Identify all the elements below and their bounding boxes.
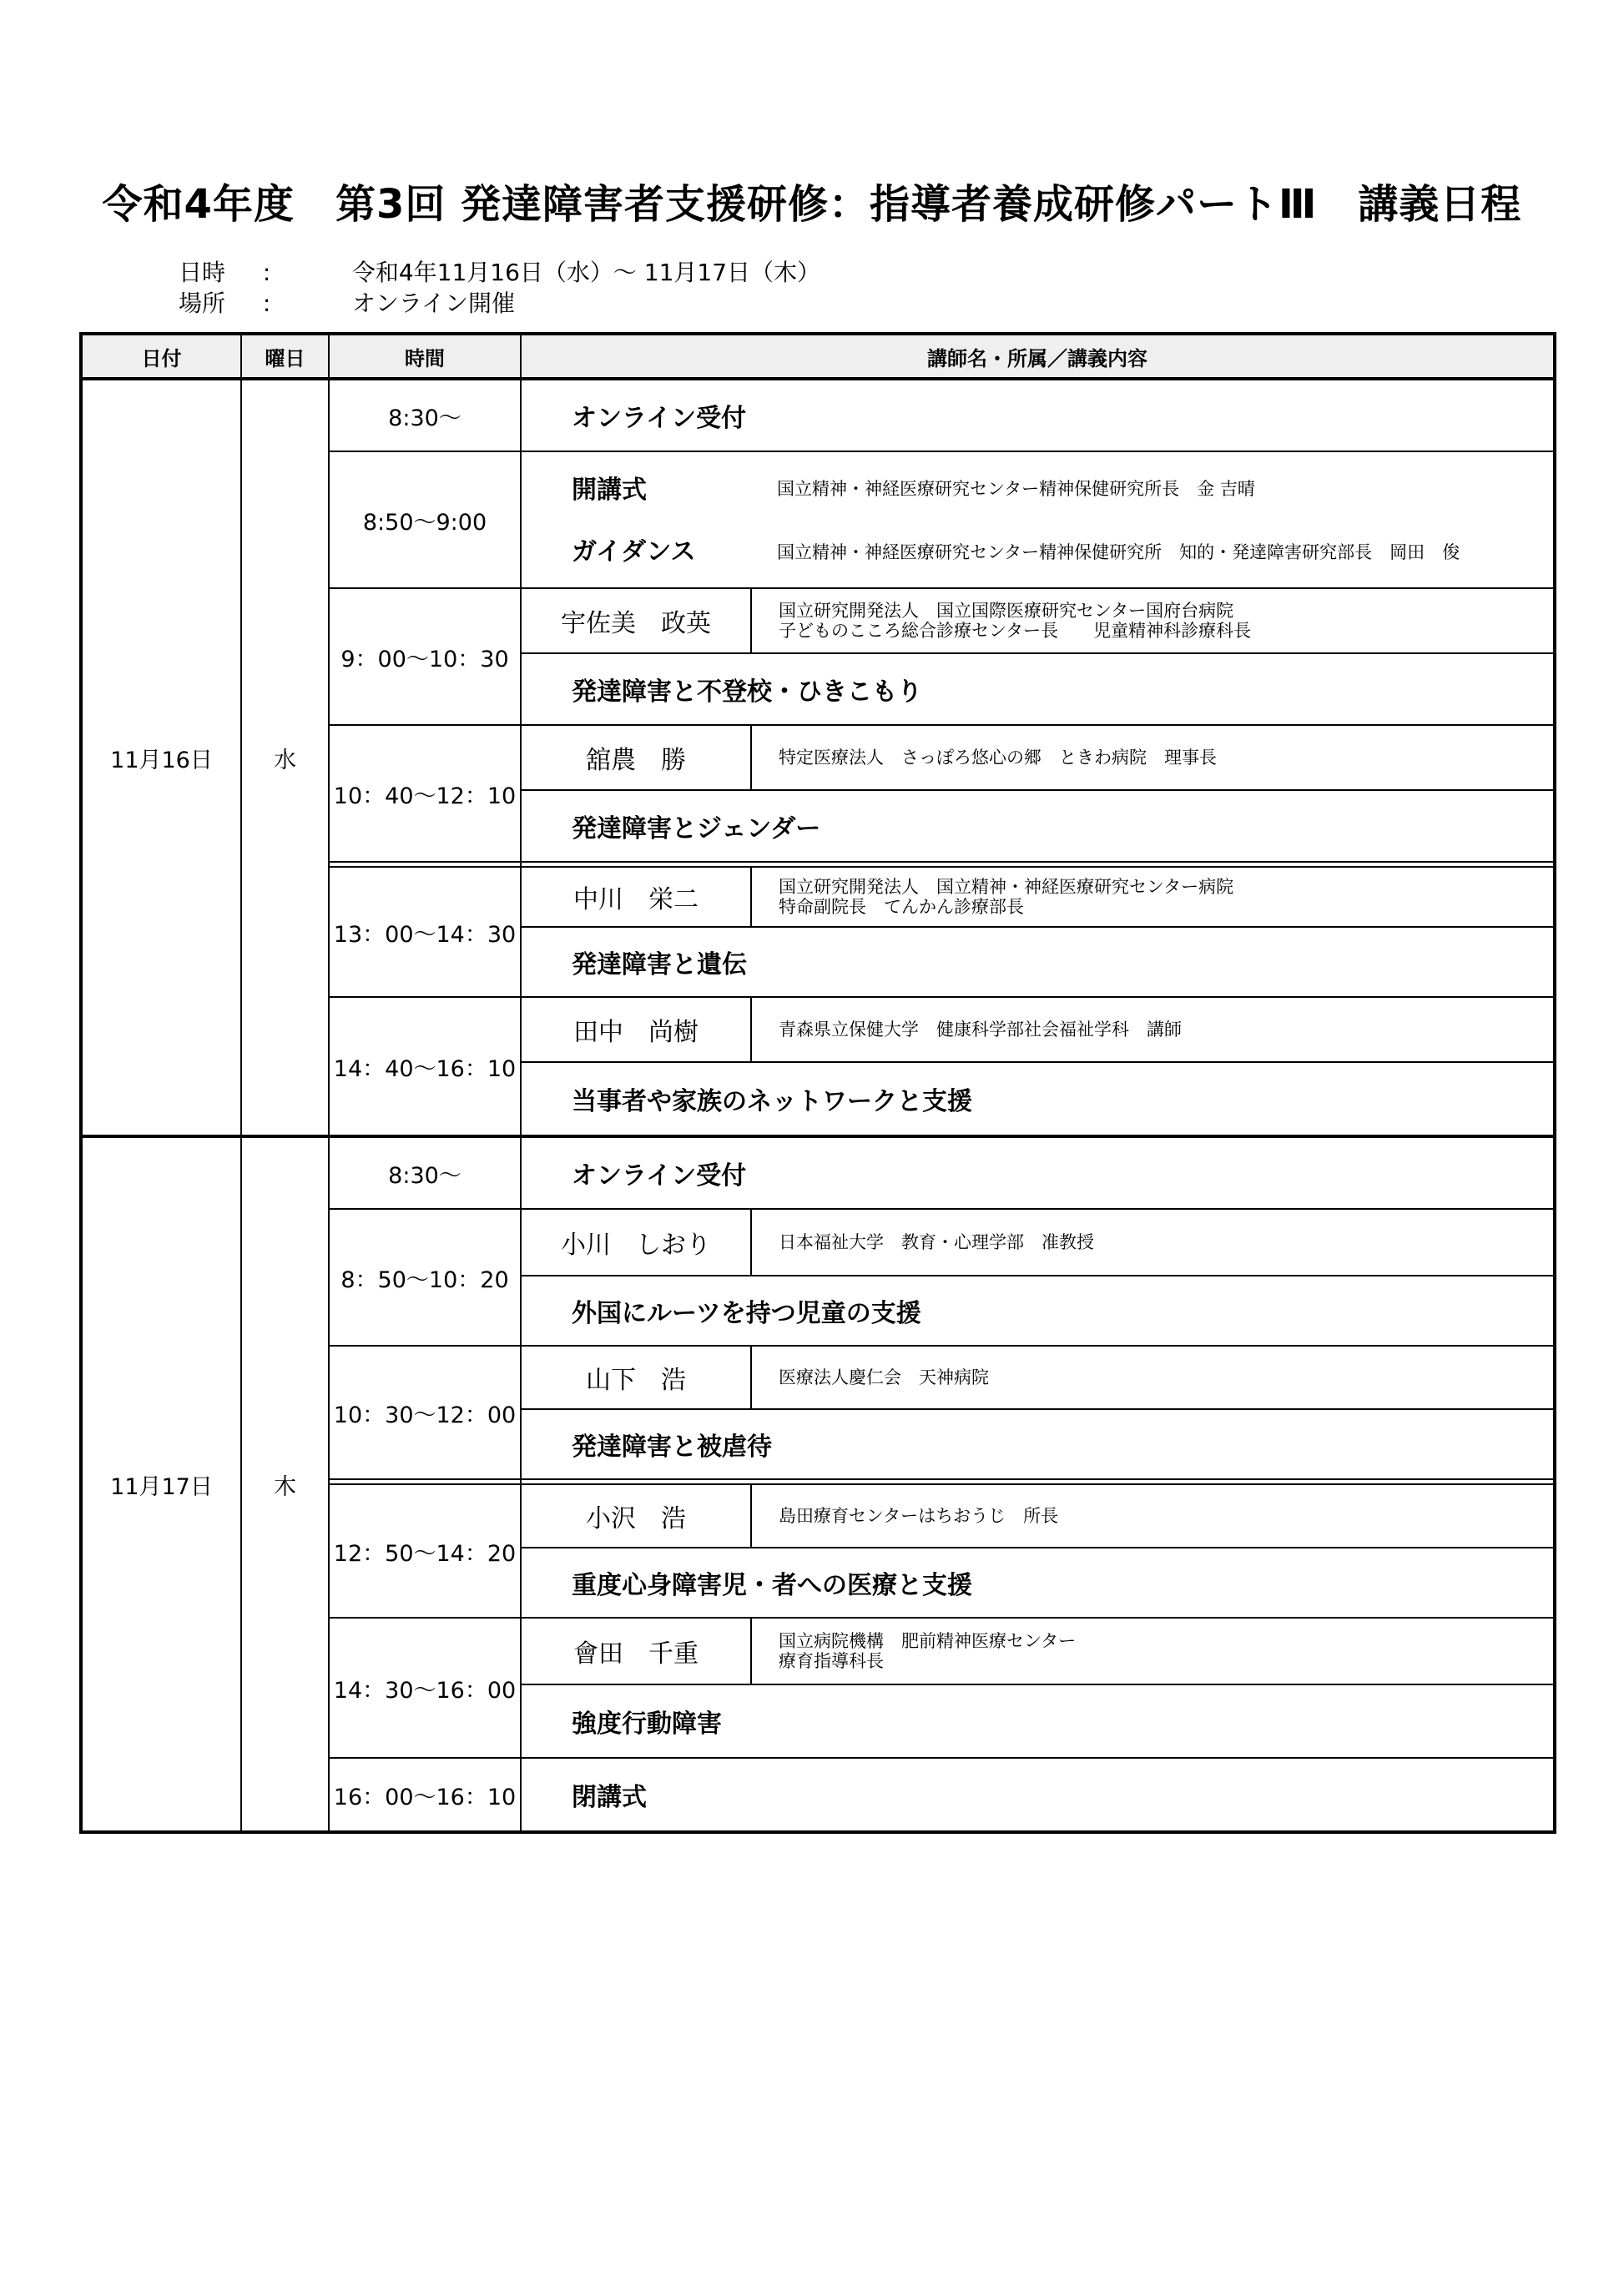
day1-s1-item2: ガイダンス bbox=[572, 537, 696, 566]
day2-s4-topic: 強度行動障害 bbox=[572, 1709, 722, 1739]
place-colon: : bbox=[262, 290, 271, 317]
day2-s2-topic: 発達障害と被虐待 bbox=[572, 1432, 772, 1462]
place-label: 場所 bbox=[179, 290, 226, 317]
day2-s3-topic: 重度心身障害児・者への医療と支援 bbox=[572, 1571, 972, 1600]
date-label: 日時 bbox=[179, 259, 226, 286]
aff-line: 国立病院機構 肥前精神医療センター bbox=[779, 1631, 1077, 1651]
day2-s3-lecturer: 小沢 浩 bbox=[586, 1504, 686, 1533]
day2-s3-affiliation bbox=[752, 1485, 1553, 1547]
day1-s3-topic: 発達障害とジェンダー bbox=[572, 814, 821, 843]
day1-s2-affiliation bbox=[752, 589, 1553, 652]
day1-s1-item1: 開講式 bbox=[572, 476, 647, 505]
day1-date: 11月16日 bbox=[110, 747, 213, 773]
day2-s2-affiliation bbox=[752, 1347, 1553, 1408]
day2-date: 11月17日 bbox=[110, 1473, 213, 1500]
place-value: オンライン開催 bbox=[351, 290, 515, 317]
day1-s4-topic: 発達障害と遺伝 bbox=[572, 950, 747, 979]
day1-s1-aff2: 国立精神・神経医療研究センター精神保健研究所 知的・発達障害研究部長 岡田 俊 bbox=[777, 542, 1460, 562]
day1-s1-time: 8:50～9:00 bbox=[362, 509, 487, 536]
meta-date-row bbox=[179, 254, 820, 288]
day1-s0-topic: オンライン受付 bbox=[572, 404, 747, 433]
header-time: 時間 bbox=[330, 335, 520, 377]
header-weekday: 曜日 bbox=[242, 335, 328, 377]
day2-s4-affiliation bbox=[752, 1619, 1553, 1684]
day1-s0-time: 8:30～ bbox=[388, 405, 461, 431]
aff-line: 国立研究開発法人 国立精神・神経医療研究センター病院 bbox=[779, 877, 1234, 897]
day1-s3-lecturer: 舘農 勝 bbox=[586, 746, 686, 775]
day2-s1-lecturer: 小川 しおり bbox=[561, 1231, 711, 1260]
day1-s5-affiliation bbox=[752, 998, 1553, 1061]
day2-s3-time: 12：50～14：20 bbox=[333, 1540, 517, 1567]
day2-s5-time: 16：00～16：10 bbox=[333, 1784, 517, 1810]
day1-s5-lecturer: 田中 尚樹 bbox=[573, 1018, 699, 1047]
day1-s5-time: 14：40～16：10 bbox=[333, 1055, 517, 1082]
meta-place-row bbox=[179, 285, 515, 319]
date-colon: : bbox=[262, 259, 271, 286]
day1-s2-lecturer: 宇佐美 政英 bbox=[561, 609, 711, 638]
aff-line: 子どものこころ総合診療センター長 児童精神科診療科長 bbox=[779, 621, 1252, 641]
day1-weekday: 水 bbox=[274, 747, 296, 773]
aff-line: 青森県立保健大学 健康科学部社会福祉学科 講師 bbox=[779, 1020, 1182, 1040]
aff-line: 国立研究開発法人 国立国際医療研究センター国府台病院 bbox=[779, 601, 1234, 621]
header-content: 講師名・所属／講義内容 bbox=[522, 335, 1553, 377]
day2-s4-lecturer: 會田 千重 bbox=[573, 1639, 699, 1669]
aff-line: 療育指導科長 bbox=[779, 1651, 884, 1671]
day2-s1-affiliation bbox=[752, 1210, 1553, 1275]
day1-s4-lecturer: 中川 栄二 bbox=[573, 885, 699, 914]
day2-s4-time: 14：30～16：00 bbox=[333, 1677, 517, 1704]
day1-s5-topic: 当事者や家族のネットワークと支援 bbox=[572, 1087, 972, 1116]
aff-line: 特定医療法人 さっぽろ悠心の郷 ときわ病院 理事長 bbox=[779, 748, 1217, 768]
day1-s1-aff1: 国立精神・神経医療研究センター精神保健研究所長 金 吉晴 bbox=[777, 479, 1255, 499]
day2-s2-time: 10：30～12：00 bbox=[333, 1402, 517, 1428]
day1-s3-time: 10：40～12：10 bbox=[333, 783, 517, 809]
schedule-table bbox=[79, 332, 1556, 1834]
day2-weekday: 木 bbox=[274, 1473, 296, 1500]
day1-s4-time: 13：00～14：30 bbox=[333, 921, 517, 948]
day2-s1-topic: 外国にルーツを持つ児童の支援 bbox=[572, 1299, 921, 1328]
aff-line: 日本福祉大学 教育・心理学部 准教授 bbox=[779, 1232, 1094, 1252]
aff-line: 特命副院長 てんかん診療部長 bbox=[779, 897, 1024, 917]
day1-s3-affiliation bbox=[752, 726, 1553, 789]
day1-s2-topic: 発達障害と不登校・ひきこもり bbox=[572, 677, 922, 707]
row-divider bbox=[328, 861, 1553, 863]
aff-line: 医療法人慶仁会 天神病院 bbox=[779, 1367, 989, 1387]
day2-s1-time: 8：50～10：20 bbox=[340, 1266, 509, 1293]
day1-s2-time: 9：00～10：30 bbox=[340, 646, 509, 672]
day2-s0-time: 8:30～ bbox=[388, 1162, 461, 1189]
date-value: 令和4年11月16日（水）～ 11月17日（木） bbox=[351, 259, 821, 286]
day2-s2-lecturer: 山下 浩 bbox=[586, 1366, 686, 1395]
page-title: 令和4年度 第3回 発達障害者支援研修：指導者養成研修パートⅢ 講義日程 bbox=[102, 181, 1522, 228]
row-divider bbox=[328, 1478, 1553, 1480]
day1-s4-affiliation bbox=[752, 868, 1553, 926]
aff-line: 島田療育センターはちおうじ 所長 bbox=[779, 1506, 1059, 1526]
day2-s0-topic: オンライン受付 bbox=[572, 1161, 747, 1191]
header-date: 日付 bbox=[83, 335, 240, 377]
day2-s5-topic: 閉講式 bbox=[572, 1783, 647, 1812]
